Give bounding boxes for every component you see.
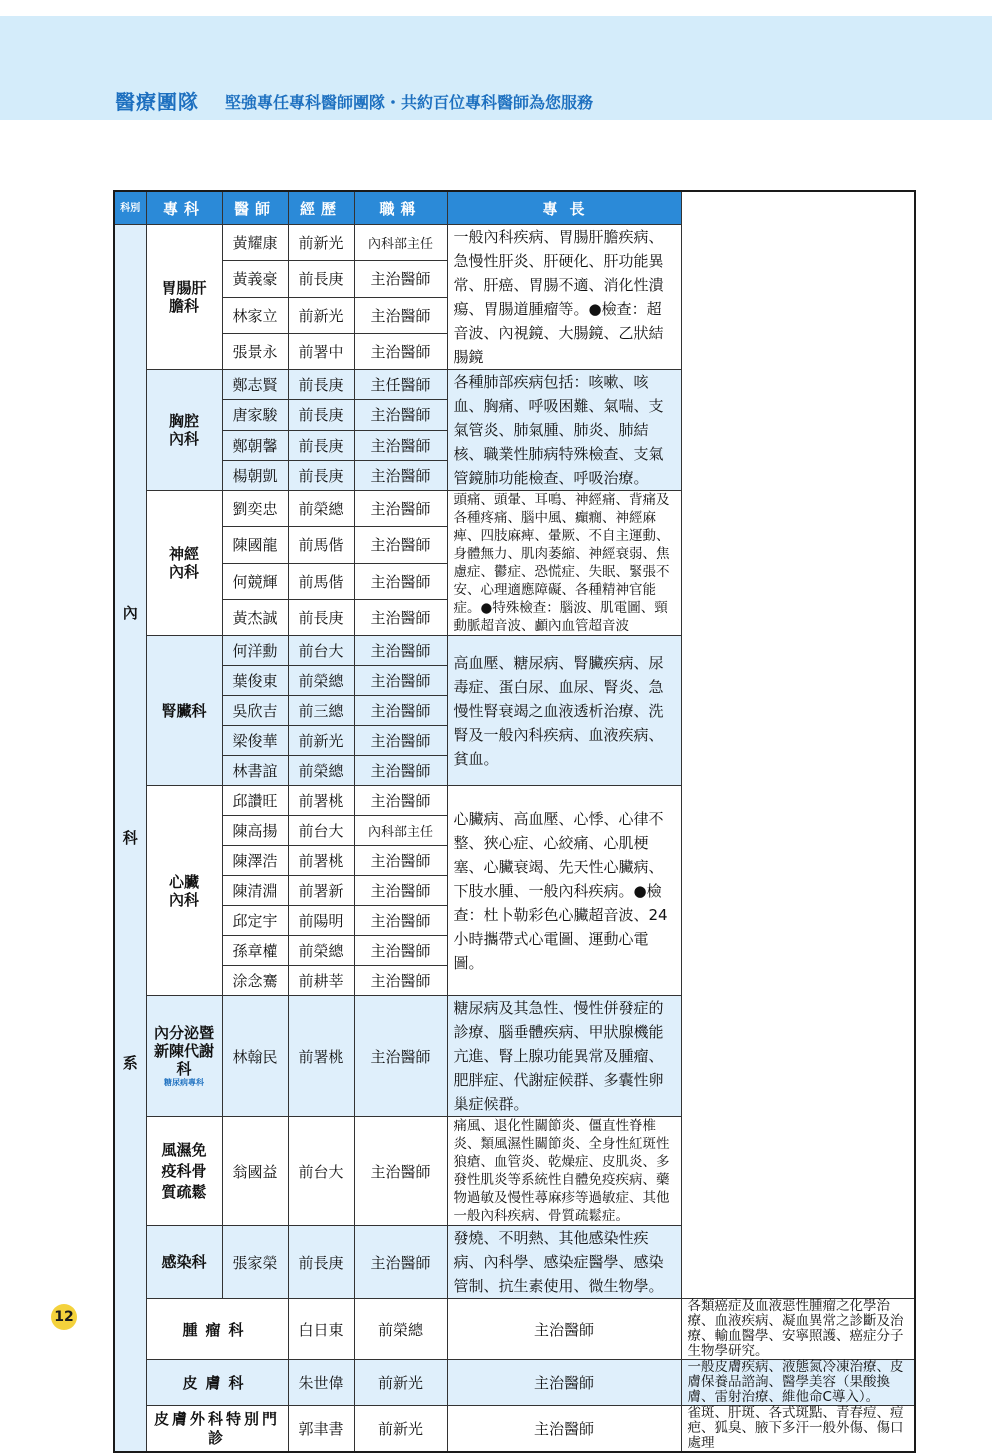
dept-expertise: 高血壓、糖尿病、腎臟疾病、尿毒症、蛋白尿、血尿、腎炎、急慢性腎衰竭之血液透析治療、洗腎及一般內科疾病、血液疾病、貧血。	[447, 636, 681, 786]
doctor-exp: 前署桃	[288, 786, 354, 816]
dept-expertise: 糖尿病及其急性、慢性併發症的診療、腦垂體疾病、甲狀腺機能亢進、腎上腺功能異常及腫瘤、肥胖症、代謝症候群、多囊性卵巢症候群。	[447, 996, 681, 1117]
doctor-exp: 前台大	[288, 1117, 354, 1226]
doctor-name: 林翰民	[222, 996, 288, 1117]
doctor-name: 陳國龍	[222, 527, 288, 563]
doctor-exp: 前署桃	[288, 996, 354, 1117]
doctor-exp: 前長庚	[288, 400, 354, 430]
dept-expertise: 痛風、退化性關節炎、僵直性脊椎炎、類風濕性關節炎、全身性紅斑性狼瘡、血管炎、乾燥症、皮肌炎、多發性肌炎等系統性自體免疫疾病、藥物過敏及慢性蕁麻疹等過敏症、其他一般內科疾病、骨質疏鬆症。	[447, 1117, 681, 1226]
doctor-name: 吳欣吉	[222, 696, 288, 726]
doctor-title: 主治醫師	[447, 1406, 681, 1453]
table-row	[114, 491, 915, 527]
doctor-name: 涂念騫	[222, 966, 288, 996]
dept-expertise: 一般皮膚疾病、液態氮冷凍治療、皮膚保養品諮詢、醫學美容（果酸換膚、雷射治療、維他命C導入）。	[681, 1360, 915, 1406]
page-title: 醫療團隊	[115, 90, 199, 114]
doctor-name: 唐家駿	[222, 400, 288, 430]
doctor-title: 主治醫師	[354, 527, 447, 563]
page-subtitle: 堅強專任專科醫師團隊・共約百位專科醫師為您服務	[225, 93, 594, 112]
system-label: 內 科 系	[114, 225, 146, 1453]
doctor-title: 主治醫師	[354, 563, 447, 599]
doctor-title: 主治醫師	[354, 460, 447, 490]
doctor-name: 白日東	[288, 1299, 354, 1360]
doctor-exp: 前長庚	[288, 1226, 354, 1299]
doctor-exp: 前新光	[354, 1360, 447, 1406]
doctor-title: 內科部主任	[354, 225, 447, 261]
doctor-name: 林家立	[222, 297, 288, 333]
dept-name: 心臟內科	[146, 786, 222, 996]
dept-expertise: 心臟病、高血壓、心悸、心律不整、狹心症、心絞痛、心肌梗塞、心臟衰竭、先天性心臟病、下肢水腫、一般內科疾病。●檢查：杜卜勒彩色心臟超音波、24小時攜帶式心電圖、運動心電圖。	[447, 786, 681, 996]
table-row	[114, 996, 915, 1117]
dept-name: 胃腸肝膽科	[146, 225, 222, 370]
doctor-exp: 前署桃	[288, 846, 354, 876]
doctor-name: 何洋勳	[222, 636, 288, 666]
dept-name: 內分泌暨新陳代謝科 糖尿病專科	[146, 996, 222, 1117]
table-row	[114, 1299, 915, 1360]
doctor-exp: 前新光	[288, 297, 354, 333]
doctor-name: 黃耀康	[222, 225, 288, 261]
doctor-exp: 前署新	[288, 876, 354, 906]
doctor-name: 鄭朝馨	[222, 430, 288, 460]
doctor-exp: 前榮總	[288, 666, 354, 696]
doctor-title: 主治醫師	[447, 1299, 681, 1360]
table-row	[114, 370, 915, 400]
doctor-title: 主治醫師	[354, 756, 447, 786]
dept-expertise: 一般內科疾病、胃腸肝膽疾病、急慢性肝炎、肝硬化、肝功能異常、肝癌、胃腸不適、消化性潰瘍、胃腸道腫瘤等。●檢查：超音波、內視鏡、大腸鏡、乙狀結腸鏡	[447, 225, 681, 370]
doctor-name: 翁國益	[222, 1117, 288, 1226]
doctor-title: 主治醫師	[354, 726, 447, 756]
doctor-name: 陳清淵	[222, 876, 288, 906]
dept-expertise: 發燒、不明熱、其他感染性疾病、內科學、感染症醫學、感染管制、抗生素使用、微生物學。	[447, 1226, 681, 1299]
doctor-exp: 前新光	[288, 225, 354, 261]
doctor-name: 邱定宇	[222, 906, 288, 936]
table-row	[114, 1360, 915, 1406]
dept-name: 皮膚科	[146, 1360, 288, 1406]
doctor-name: 黃杰誠	[222, 599, 288, 635]
doctor-table	[113, 190, 916, 1453]
doctor-title: 主治醫師	[354, 666, 447, 696]
doctor-name: 陳高揚	[222, 816, 288, 846]
dept-name: 腫瘤科	[146, 1299, 288, 1360]
doctor-exp: 前榮總	[288, 756, 354, 786]
doctor-exp: 前台大	[288, 816, 354, 846]
doctor-title: 主治醫師	[354, 1226, 447, 1299]
table-row	[114, 786, 915, 816]
dept-name: 腎臟科	[146, 636, 222, 786]
doctor-exp: 前榮總	[288, 936, 354, 966]
doctor-title: 主治醫師	[354, 400, 447, 430]
dept-expertise: 頭痛、頭暈、耳鳴、神經痛、背痛及各種疼痛、腦中風、癲癇、神經麻痺、四肢麻痺、暈厥、不自主運動、身體無力、肌肉萎縮、神經衰弱、焦慮症、鬱症、恐慌症、失眠、緊張不安、心理適應障礙、各種精神官能症。●特殊檢查：腦波、肌電圖、頸動脈超音波、顱內血管超音波	[447, 491, 681, 636]
table-row	[114, 1406, 915, 1453]
col-job-title: 職稱	[354, 191, 447, 225]
dept-name: 神經內科	[146, 491, 222, 636]
col-experience: 經歷	[288, 191, 354, 225]
doctor-title: 主治醫師	[354, 996, 447, 1117]
doctor-exp: 前長庚	[288, 430, 354, 460]
doctor-title: 主治醫師	[354, 876, 447, 906]
table-header-row	[114, 191, 915, 225]
doctor-exp: 前長庚	[288, 261, 354, 297]
dept-expertise: 各類癌症及血液惡性腫瘤之化學治療、血液疾病、凝血異常之診斷及治療、輸血醫學、安寧照護、癌症分子生物學研究。	[681, 1299, 915, 1360]
doctor-name: 林書誼	[222, 756, 288, 786]
doctor-name: 何競輝	[222, 563, 288, 599]
doctor-title: 主治醫師	[354, 966, 447, 996]
doctor-exp: 前陽明	[288, 906, 354, 936]
doctor-exp: 前榮總	[354, 1299, 447, 1360]
doctor-exp: 前長庚	[288, 599, 354, 635]
doctor-title: 主治醫師	[354, 786, 447, 816]
doctor-exp: 前耕莘	[288, 966, 354, 996]
doctor-exp: 前長庚	[288, 460, 354, 490]
doctor-name: 陳澤浩	[222, 846, 288, 876]
dept-name: 胸腔內科	[146, 370, 222, 491]
doctor-title: 主治醫師	[354, 261, 447, 297]
doctor-title: 主治醫師	[354, 333, 447, 369]
doctor-exp: 前長庚	[288, 370, 354, 400]
doctor-title: 主任醫師	[354, 370, 447, 400]
table-row	[114, 1226, 915, 1299]
doctor-title: 主治醫師	[354, 906, 447, 936]
doctor-title: 主治醫師	[354, 491, 447, 527]
doctor-exp: 前台大	[288, 636, 354, 666]
doctor-title: 主治醫師	[447, 1360, 681, 1406]
doctor-name: 梁俊華	[222, 726, 288, 756]
doctor-name: 張景永	[222, 333, 288, 369]
doctor-title: 主治醫師	[354, 636, 447, 666]
doctor-exp: 前新光	[288, 726, 354, 756]
doctor-name: 鄭志賢	[222, 370, 288, 400]
dept-name: 風濕免疫科骨質疏鬆	[146, 1117, 222, 1226]
doctor-title: 主治醫師	[354, 1117, 447, 1226]
doctor-title: 主治醫師	[354, 696, 447, 726]
doctor-exp: 前榮總	[288, 491, 354, 527]
doctor-name: 孫章權	[222, 936, 288, 966]
doctor-name: 黃義豪	[222, 261, 288, 297]
table-row	[114, 225, 915, 261]
table-row	[114, 636, 915, 666]
doctor-exp: 前馬偕	[288, 527, 354, 563]
doctor-title: 主治醫師	[354, 430, 447, 460]
dept-expertise: 雀斑、肝斑、各式斑點、青春痘、痘疤、狐臭、腋下多汗一般外傷、傷口處理	[681, 1406, 915, 1453]
col-category: 科別	[114, 191, 146, 225]
doctor-exp: 前三總	[288, 696, 354, 726]
doctor-title: 主治醫師	[354, 599, 447, 635]
doctor-exp: 前新光	[354, 1406, 447, 1453]
doctor-name: 郭聿書	[288, 1406, 354, 1453]
doctor-name: 葉俊東	[222, 666, 288, 696]
doctor-name: 朱世偉	[288, 1360, 354, 1406]
header-banner	[0, 16, 992, 120]
dept-name: 感染科	[146, 1226, 222, 1299]
doctor-name: 張家榮	[222, 1226, 288, 1299]
doctor-title: 主治醫師	[354, 297, 447, 333]
col-expertise: 專 長	[447, 191, 681, 225]
col-specialty: 專科	[146, 191, 222, 225]
dept-expertise: 各種肺部疾病包括：咳嗽、咳血、胸痛、呼吸困難、氣喘、支氣管炎、肺氣腫、肺炎、肺結核、職業性肺病特殊檢查、支氣管鏡肺功能檢查、呼吸治療。	[447, 370, 681, 491]
doctor-title: 主治醫師	[354, 846, 447, 876]
doctor-title: 內科部主任	[354, 816, 447, 846]
doctor-name: 劉奕忠	[222, 491, 288, 527]
table-row	[114, 1117, 915, 1226]
doctor-name: 楊朝凱	[222, 460, 288, 490]
dept-name: 皮膚外科特別門診	[146, 1406, 288, 1453]
doctor-title: 主治醫師	[354, 936, 447, 966]
doctor-exp: 前馬偕	[288, 563, 354, 599]
dept-tag: 糖尿病專科	[164, 1078, 204, 1087]
doctor-exp: 前署中	[288, 333, 354, 369]
col-doctor: 醫師	[222, 191, 288, 225]
doctor-name: 邱讚旺	[222, 786, 288, 816]
page-number-badge: 12	[51, 1304, 77, 1330]
